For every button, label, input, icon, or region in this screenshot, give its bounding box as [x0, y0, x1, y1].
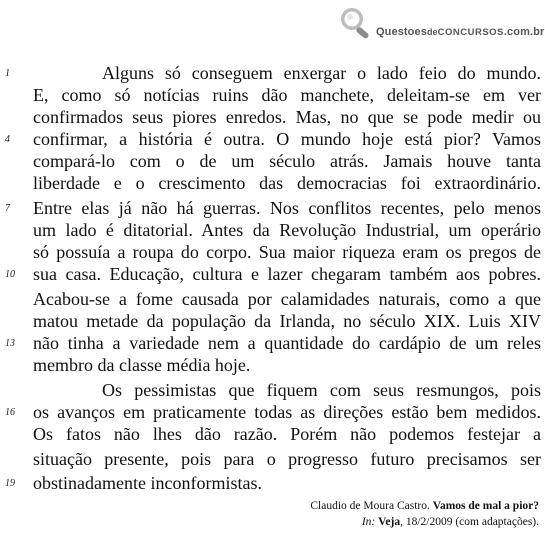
text-line: [0, 288, 545, 312]
line-number: 19: [5, 478, 15, 489]
logo-text: QuestoesdeCONCURSOS.com.br: [376, 26, 545, 38]
line-text: obstinadamente inconformistas.: [33, 473, 262, 493]
text-line: [0, 84, 545, 108]
line-text: situação presente, pois para o progresso futuro precisamos ser: [33, 449, 541, 469]
line-text: Alguns só conseguem enxergar o lado feio do mundo.: [102, 63, 541, 83]
line-text: Os fatos não lhes dão razão. Porém não podemos festejar a: [33, 424, 541, 444]
text-line: [0, 379, 545, 403]
line-number: 4: [5, 134, 10, 145]
line-text: os avanços em praticamente todas as direções estão bem medidos.: [33, 402, 541, 422]
line-text: E, como só notícias ruins dão manchete, deleitam-se em ver: [33, 85, 541, 105]
line-text: não tinha a variedade nem a quantidade do cardápio de um reles: [33, 333, 541, 353]
line-number: 10: [5, 269, 15, 280]
line-text: compará-lo com o de um século atrás. Jamais houve tanta: [33, 151, 541, 171]
source-citation-line-1: [310, 500, 539, 512]
site-logo: [334, 4, 545, 44]
text-line: [0, 354, 545, 378]
text-line: [0, 219, 545, 243]
text-line: [0, 401, 545, 425]
text-line: [0, 172, 545, 196]
source-magazine: Veja: [378, 516, 401, 528]
text-line: [0, 241, 545, 265]
text-line: [0, 128, 545, 152]
line-text: membro da classe média hoje.: [33, 355, 251, 375]
line-text: Entre elas já não há guerras. Nos conflitos recentes, pelo menos: [33, 198, 541, 218]
text-line: [0, 423, 545, 447]
magnifier-icon: [334, 4, 376, 44]
text-line: [0, 448, 545, 472]
line-text: confirmados seus piores enredos. Mas, no que se pode medir ou: [33, 107, 541, 127]
source-citation-line-2: [362, 516, 539, 528]
text-line: [0, 332, 545, 356]
text-line: [0, 263, 545, 287]
text-line: [0, 310, 545, 334]
line-number: 1: [5, 68, 10, 79]
source-title: Vamos de mal a pior?: [432, 500, 539, 512]
line-number: 16: [5, 407, 15, 418]
line-number: 13: [5, 338, 15, 349]
line-text: sua casa. Educação, cultura e lazer chegaram também aos pobres.: [33, 264, 541, 284]
line-text: confirmar, a história é outra. O mundo hoje está pior? Vamos: [33, 129, 541, 149]
text-line: [0, 472, 545, 496]
text-line: [0, 197, 545, 221]
line-text: liberdade e o crescimento das democracias foi extraordinário.: [33, 173, 541, 193]
source-in-label: In:: [361, 516, 376, 528]
line-text: só possuía a roupa do corpo. Sua maior riqueza eram os pregos de: [33, 242, 541, 262]
text-line: [0, 62, 545, 86]
line-text: matou metade da população da Irlanda, no século XIX. Luis XIV: [33, 311, 541, 331]
line-text: um lado é ditatorial. Antes da Revolução Industrial, um operário: [33, 220, 541, 240]
line-text: Os pessimistas que fiquem com seus resmungos, pois: [102, 380, 541, 400]
line-text: Acabou-se a fome causada por calamidades naturais, como a que: [33, 289, 541, 309]
line-number: 7: [5, 203, 10, 214]
text-line: [0, 106, 545, 130]
source-author: Claudio de Moura Castro.: [310, 500, 430, 512]
source-details: , 18/2/2009 (com adaptações).: [400, 516, 539, 528]
text-line: [0, 150, 545, 174]
